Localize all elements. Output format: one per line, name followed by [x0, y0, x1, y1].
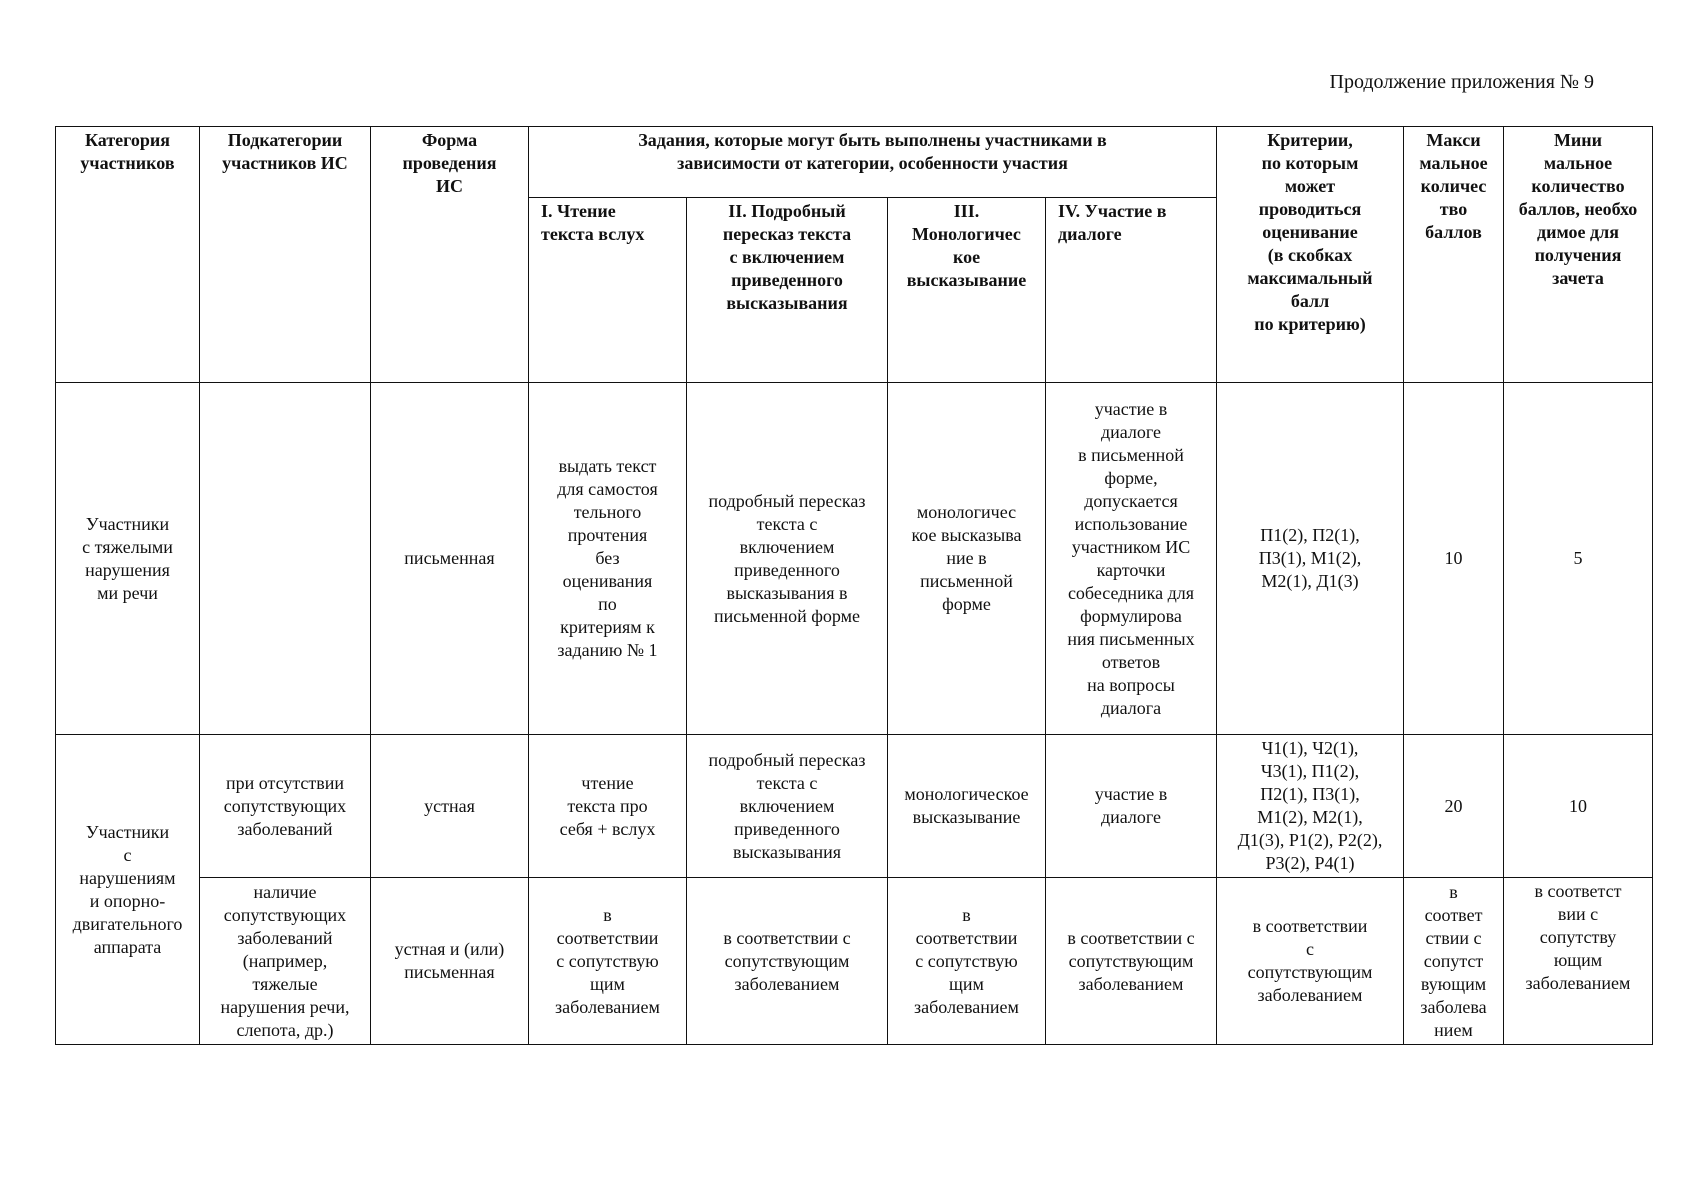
row1-category: Участники с тяжелыми нарушения ми речи: [56, 383, 200, 735]
table-row: [56, 383, 1653, 735]
header-subcategory: Подкатегории участников ИС: [200, 127, 371, 383]
row3-subcategory: наличие сопутствующих заболеваний (например, тяжелые нарушения речи, слепота, др.): [200, 878, 371, 1045]
row2-subcategory: при отсутствии сопутствующих заболеваний: [200, 735, 371, 878]
row2-task-4: участие в диалоге: [1046, 735, 1217, 878]
row3-max-score: в соответ ствии с сопутст вующим заболева нием: [1404, 878, 1504, 1045]
page-header: Продолжение приложения № 9: [1329, 71, 1594, 93]
row2-category: Участники с нарушениям и опорно- двигательного аппарата: [56, 735, 200, 1045]
row2-form: устная: [371, 735, 529, 878]
row1-form: письменная: [371, 383, 529, 735]
header-form: Форма проведения ИС: [371, 127, 529, 383]
row1-task-2: подробный пересказ текста с включением приведенного высказывания в письменной форме: [687, 383, 888, 735]
row2-task-1: чтение текста про себя + вслух: [529, 735, 687, 878]
row3-task-2: в соответствии с сопутствующим заболеванием: [687, 878, 888, 1045]
row3-task-1: в соответствии с сопутствую щим заболеванием: [529, 878, 687, 1045]
header-task-3: III. Монологичес кое высказывание: [888, 198, 1046, 383]
table-row: [56, 735, 1653, 878]
header-task-2: II. Подробный пересказ текста с включением приведенного высказывания: [687, 198, 888, 383]
header-max-score: Макси мальное количес тво баллов: [1404, 127, 1504, 383]
row1-criteria: П1(2), П2(1), П3(1), М1(2), М2(1), Д1(3): [1217, 383, 1404, 735]
row3-criteria: в соответствии с сопутствующим заболеванием: [1217, 878, 1404, 1045]
header-row: [56, 127, 1653, 198]
row2-task-3: монологическое высказывание: [888, 735, 1046, 878]
row1-task-4: участие в диалоге в письменной форме, допускается использование участником ИС карточки собеседника для формулирова ния письменных ответов на вопросы диалога: [1046, 383, 1217, 735]
header-category: Категория участников: [56, 127, 200, 383]
row3-form: устная и (или) письменная: [371, 878, 529, 1045]
header-tasks: Задания, которые могут быть выполнены участниками в зависимости от категории, особенности участия: [529, 127, 1217, 198]
row1-max-score: 10: [1404, 383, 1504, 735]
row1-min-score: 5: [1504, 383, 1653, 735]
header-criteria: Критерии, по которым может проводиться оценивание (в скобках максимальный балл по критерию): [1217, 127, 1404, 383]
header-task-4: IV. Участие в диалоге: [1046, 198, 1217, 383]
row3-min-score: в соответст вии с сопутству ющим заболеванием: [1504, 878, 1653, 1045]
row3-task-3: в соответствии с сопутствую щим заболеванием: [888, 878, 1046, 1045]
assessment-table: [55, 126, 1653, 1045]
row1-task-3: монологичес кое высказыва ние в письменной форме: [888, 383, 1046, 735]
row1-subcategory: [200, 383, 371, 735]
row2-task-2: подробный пересказ текста с включением приведенного высказывания: [687, 735, 888, 878]
row3-task-4: в соответствии с сопутствующим заболеванием: [1046, 878, 1217, 1045]
header-task-1: I. Чтение текста вслух: [529, 198, 687, 383]
table-row: [56, 878, 1653, 1045]
row2-max-score: 20: [1404, 735, 1504, 878]
row2-min-score: 10: [1504, 735, 1653, 878]
row1-task-1: выдать текст для самостоя тельного прочтения без оценивания по критериям к заданию № 1: [529, 383, 687, 735]
header-min-score: Мини мальное количество баллов, необхо димое для получения зачета: [1504, 127, 1653, 383]
row2-criteria: Ч1(1), Ч2(1), Ч3(1), П1(2), П2(1), П3(1), М1(2), М2(1), Д1(3), Р1(2), Р2(2), Р3(2), Р4(1): [1217, 735, 1404, 878]
